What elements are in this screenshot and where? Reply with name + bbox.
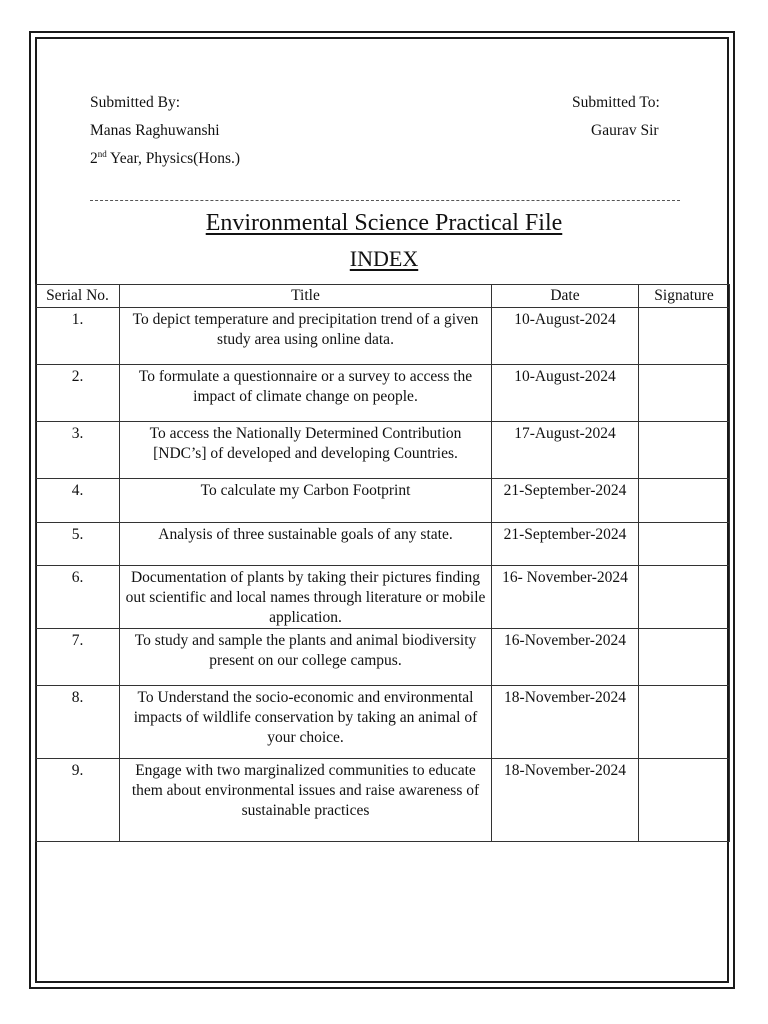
serial-cell: 2. <box>36 365 120 422</box>
table-row <box>36 422 730 479</box>
signature-cell <box>639 308 730 365</box>
signature-cell <box>639 523 730 566</box>
submitted-by-label: Submitted By: <box>90 94 180 111</box>
title-cell: To depict temperature and precipitation trend of a given study area using online data. <box>120 308 492 365</box>
serial-cell: 4. <box>36 479 120 523</box>
column-header-serial: Serial No. <box>36 285 120 308</box>
table-row <box>36 759 730 842</box>
date-cell: 10-August-2024 <box>492 365 639 422</box>
signature-cell <box>639 422 730 479</box>
date-cell: 17-August-2024 <box>492 422 639 479</box>
date-cell: 18-November-2024 <box>492 686 639 759</box>
teacher-name: Gaurav Sir <box>591 122 659 139</box>
title-cell: Documentation of plants by taking their pictures finding out scientific and local names through literature or mobile application. <box>120 566 492 629</box>
title-cell: To calculate my Carbon Footprint <box>120 479 492 523</box>
title-cell: Analysis of three sustainable goals of any state. <box>120 523 492 566</box>
table-row <box>36 566 730 629</box>
serial-cell: 7. <box>36 629 120 686</box>
serial-cell: 3. <box>36 422 120 479</box>
index-heading <box>0 245 768 273</box>
signature-cell <box>639 686 730 759</box>
student-year-course <box>90 149 240 169</box>
dashed-divider <box>90 200 680 201</box>
column-header-title: Title <box>120 285 492 308</box>
table-row <box>36 523 730 566</box>
title-cell: To study and sample the plants and animal biodiversity present on our college campus. <box>120 629 492 686</box>
date-cell: 10-August-2024 <box>492 308 639 365</box>
course-text: Year, Physics(Hons.) <box>106 150 241 167</box>
date-cell: 18-November-2024 <box>492 759 639 842</box>
serial-cell: 9. <box>36 759 120 842</box>
year-number: 2 <box>90 150 98 167</box>
index-table <box>35 284 730 842</box>
submitted-to-label: Submitted To: <box>572 94 660 111</box>
table-row <box>36 686 730 759</box>
date-cell: 16- November-2024 <box>492 566 639 629</box>
date-cell: 21-September-2024 <box>492 523 639 566</box>
table-header-row <box>36 285 730 308</box>
table-row <box>36 365 730 422</box>
index-heading-text: INDEX <box>349 246 419 271</box>
column-header-signature: Signature <box>639 285 730 308</box>
date-cell: 21-September-2024 <box>492 479 639 523</box>
document-title-text: Environmental Science Practical File <box>205 210 563 236</box>
signature-cell <box>639 759 730 842</box>
year-suffix: nd <box>97 148 107 159</box>
signature-cell <box>639 566 730 629</box>
signature-cell <box>639 629 730 686</box>
table-row <box>36 629 730 686</box>
signature-cell <box>639 365 730 422</box>
title-cell: To Understand the socio-economic and environmental impacts of wildlife conservation by taking an animal of your choice. <box>120 686 492 759</box>
table-row <box>36 479 730 523</box>
table-row <box>36 308 730 365</box>
document-title <box>0 208 768 238</box>
serial-cell: 6. <box>36 566 120 629</box>
title-cell: To formulate a questionnaire or a survey to access the impact of climate change on people. <box>120 365 492 422</box>
serial-cell: 5. <box>36 523 120 566</box>
signature-cell <box>639 479 730 523</box>
serial-cell: 1. <box>36 308 120 365</box>
title-cell: Engage with two marginalized communities to educate them about environmental issues and raise awareness of sustainable practices <box>120 759 492 842</box>
serial-cell: 8. <box>36 686 120 759</box>
column-header-date: Date <box>492 285 639 308</box>
date-cell: 16-November-2024 <box>492 629 639 686</box>
title-cell: To access the Nationally Determined Contribution [NDC’s] of developed and developing Countries. <box>120 422 492 479</box>
student-name: Manas Raghuwanshi <box>90 122 220 139</box>
